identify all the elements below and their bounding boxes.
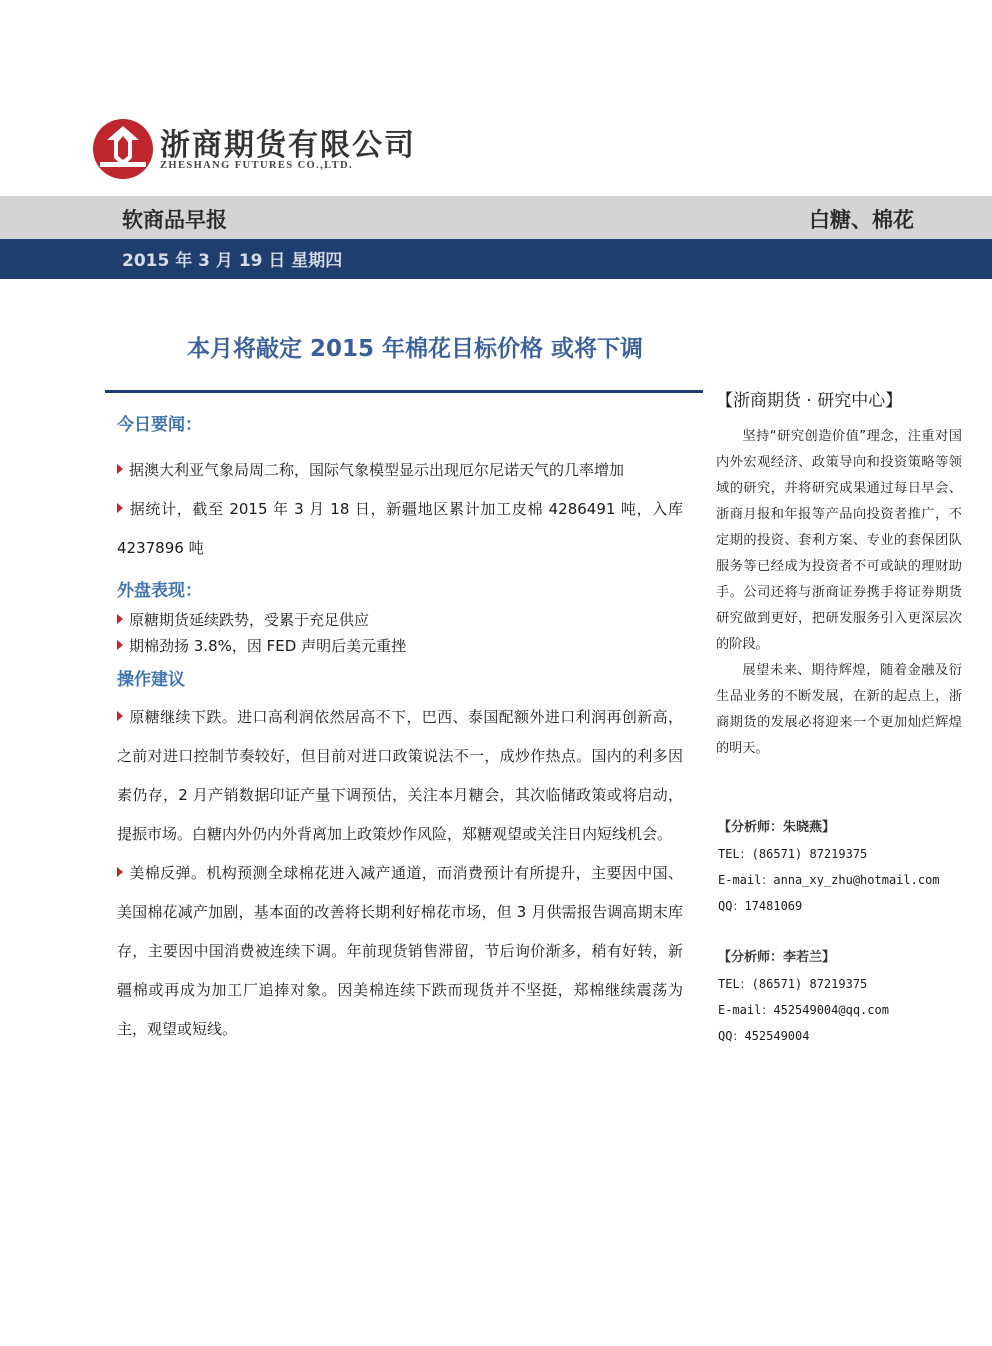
sidebar-title: 【浙商期货 · 研究中心】: [716, 391, 903, 411]
company-logo: [92, 118, 154, 180]
report-date: 2015 年 3 月 19 日 星期四: [122, 251, 343, 271]
news-item-text: 据统计，截至 2015 年 3 月 18 日，新疆地区累计加工皮棉 4286491 吨，入库 4237896 吨: [117, 500, 683, 557]
report-type: 软商品早报: [122, 208, 227, 232]
analyst-tel: TEL：(86571) 87219375: [718, 847, 868, 861]
section-title-advice: 操作建议: [117, 670, 185, 690]
news-item-text: 据澳大利亚气象局周二称，国际气象模型显示出现厄尔尼诺天气的几率增加: [129, 461, 625, 479]
analyst-card: [718, 815, 978, 919]
headline-divider: [105, 390, 703, 393]
report-commodities: 白糖、棉花: [809, 208, 914, 232]
company-name-cn: 浙商期货有限公司: [160, 128, 416, 163]
news-item: [117, 490, 683, 568]
analyst-name: 【分析师：李若兰】: [718, 950, 836, 965]
analyst-card: [718, 945, 978, 1049]
analyst-name: 【分析师：朱晓燕】: [718, 820, 836, 835]
bullet-arrow-icon: [117, 640, 123, 650]
analyst-email[interactable]: E-mail：anna_xy_zhu@hotmail.com: [718, 873, 940, 887]
bullet-arrow-icon: [117, 711, 123, 721]
overseas-item-text: 期棉劲扬 3.8%，因 FED 声明后美元重挫: [129, 637, 407, 655]
advice-item: [117, 854, 683, 1049]
bullet-arrow-icon: [117, 867, 123, 877]
analyst-qq: QQ：17481069: [718, 899, 803, 913]
main-content: [117, 408, 683, 1049]
sidebar-paragraph: 展望未来、期待辉煌，随着金融及衍生品业务的不断发展，在新的起点上，浙商期货的发展必将迎来一个更加灿烂辉煌的明天。: [716, 663, 962, 756]
advice-item-text: 美棉反弹。机构预测全球棉花进入减产通道，而消费预计有所提升，主要因中国、美国棉花减产加剧，基本面的改善将长期利好棉花市场，但 3 月供需报告调高期末库存，主要因中国消费被连续下调。年前现货销售滞留，节后询价渐多，稍有好转，新疆棉或再成为加工厂追捧对象。因美棉连续下跌而现货并不坚挺，郑棉继续震荡为主，观望或短线。: [117, 864, 683, 1038]
analyst-tel: TEL：(86571) 87219375: [718, 977, 868, 991]
bullet-arrow-icon: [117, 464, 123, 474]
section-title-news: 今日要闻：: [117, 415, 202, 435]
overseas-item-text: 原糖期货延续跌势，受累于充足供应: [129, 611, 370, 629]
overseas-item: [117, 607, 683, 633]
section-title-overseas: 外盘表现：: [117, 581, 202, 601]
sidebar-intro: [716, 424, 962, 762]
sidebar-paragraph: 坚持“研究创造价值”理念，注重对国内外宏观经济、政策导向和投资策略等领域的研究，并将研究成果通过每日早会、浙商月报和年报等产品向投资者推广，不定期的投资、套利方案、专业的套保团队服务等已经成为投资者不可或缺的理财助手。公司还将与浙商证券携手将证券期货研究做到更好，把研发服务引入更深层次的阶段。: [716, 429, 962, 652]
bullet-arrow-icon: [117, 614, 123, 624]
analyst-email[interactable]: E-mail：452549004@qq.com: [718, 1003, 889, 1017]
advice-item-text: 原糖继续下跌。进口高利润依然居高不下，巴西、泰国配额外进口利润再创新高，之前对进口控制节奏较好，但目前对进口政策说法不一，成炒作热点。国内的利多因素仍存，2 月产销数据印证产量下调预估，关注本月糖会，其次临储政策或将启动，提振市场。白糖内外仍内外背离加上政策炒作风险，郑糖观望或关注日内短线机会。: [117, 708, 683, 843]
overseas-item: [117, 633, 683, 659]
headline: 本月将敲定 2015 年棉花目标价格 或将下调: [186, 336, 644, 362]
bullet-arrow-icon: [117, 503, 123, 513]
advice-item: [117, 698, 683, 854]
company-name-en: ZHESHANG FUTURES CO.,LTD.: [160, 160, 354, 171]
news-item: [117, 451, 683, 490]
analyst-qq: QQ：452549004: [718, 1029, 810, 1043]
